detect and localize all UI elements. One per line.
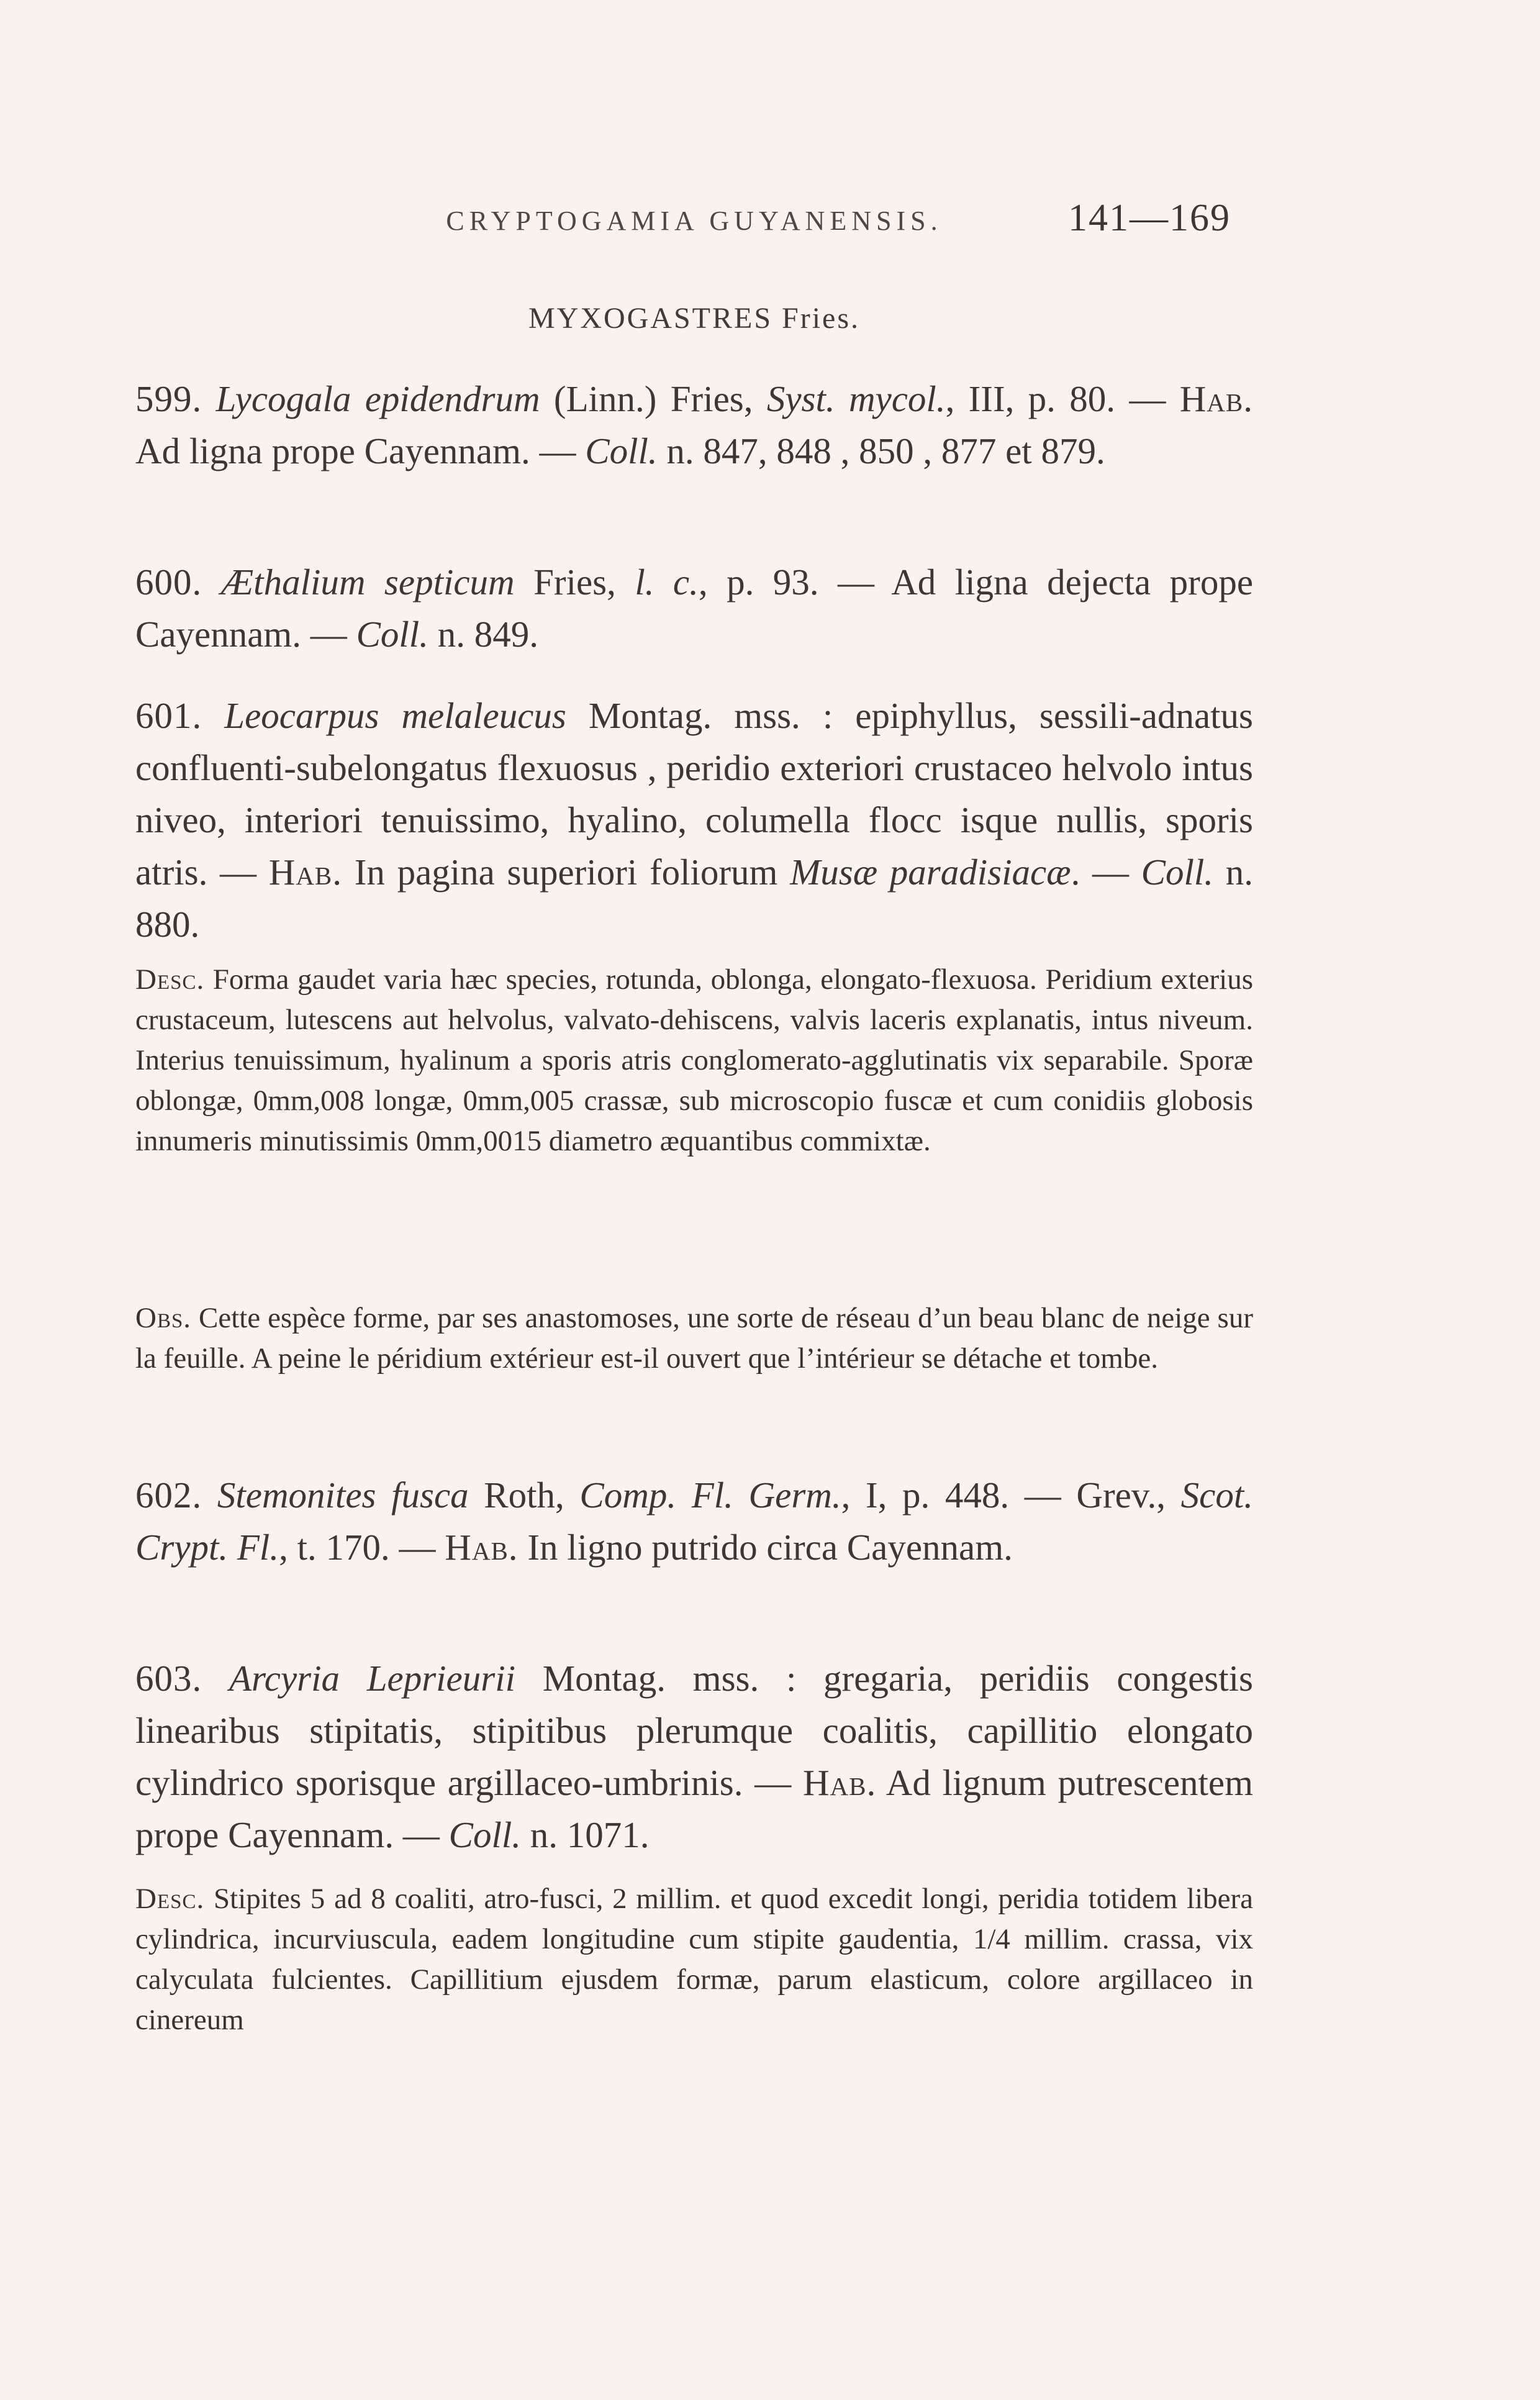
entry-600 [135, 556, 1253, 660]
entry-segment: n. 847, 848 , 850 , 877 et 879. [657, 430, 1105, 471]
entry-text [135, 556, 1253, 660]
obs-label: Obs. [135, 1302, 192, 1334]
coll-label: Coll. [356, 614, 428, 655]
entry-segment: n. 849. [428, 614, 538, 655]
reference-2: Scot. Crypt. Fl. [135, 1475, 1253, 1568]
desc-label: Desc. [135, 963, 205, 996]
entry-segment: Montag. mss. : gregaria, peridiis congestis linearibus stipitatis, stipitibus plerumque coalitis, capillitio elongato cylindrico sporisque argillaceo-umbrinis. — [135, 1658, 1253, 1803]
entry-segment: n. 880. [135, 852, 1254, 945]
entry-601 [135, 689, 1253, 950]
entry-text [135, 373, 1253, 477]
entry-segment: . — [1071, 852, 1141, 893]
entry-segment: n. 1071. [521, 1814, 650, 1855]
description-603 [135, 1879, 1253, 2040]
entry-segment: Roth, [468, 1475, 580, 1516]
hab-label: Hab. [1179, 378, 1254, 419]
entry-number: 602. [135, 1475, 202, 1516]
entry-number: 603. [135, 1658, 202, 1699]
entry-segment: Fries, [514, 561, 635, 602]
coll-label: Coll. [448, 1814, 522, 1855]
entry-segment: Ad ligna prope Cayennam. — [135, 430, 586, 471]
entry-segment: , t. 170. — [279, 1527, 445, 1568]
reference: l. c. [635, 561, 699, 602]
observation-601 [135, 1298, 1253, 1379]
entry-number: 601. [135, 695, 202, 736]
page-number: 141—169 [1068, 197, 1231, 239]
coll-label: Coll. [585, 430, 658, 471]
observation-body: Cette espèce forme, par ses anastomoses, une sorte de réseau d’un beau blanc de neige sur la feuille. A peine le péridium extérieur est-il ouvert que l’intérieur se détache et tombe. [135, 1302, 1253, 1375]
entry-602 [135, 1469, 1253, 1573]
observation-text [135, 1298, 1253, 1379]
description-text [135, 1879, 1253, 2040]
entry-segment: (Linn.) Fries, [540, 378, 767, 419]
taxon-name: Arcyria Leprieurii [229, 1658, 515, 1699]
description-601 [135, 960, 1253, 1161]
entry-text [135, 1469, 1253, 1573]
entry-number: 600. [135, 561, 202, 602]
entry-text [135, 689, 1253, 950]
entry-segment: , III, p. 80. — [945, 378, 1180, 419]
entry-segment: Montag. mss. : epiphyllus, sessili-adnatus confluenti-subelongatus flexuosus , peridio exteriori crustaceo helvolo intus niveo, interiori tenuissimo, hyalino, columella flocc isque nullis, sporis atris. — [135, 695, 1253, 893]
entry-segment: In ligno putrido circa Cayennam. [518, 1527, 1013, 1568]
description-body: Forma gaudet varia hæc species, rotunda, oblonga, elongato-flexuosa. Peridium exterius crustaceum, lutescens aut helvolus, valvato-dehiscens, valvis laceris explanatis, intus niveum. Interius tenuissimum, hyalinum a sporis atris conglomerato-agglutinatis vix separabile. Sporæ oblongæ, 0mm,008 longæ, 0mm,005 crassæ, sub microscopio fuscæ et cum conidiis globosis innumeris minutissimis 0mm,0015 diametro æquantibus commixtæ. [135, 963, 1253, 1157]
entry-segment: , p. 93. — Ad ligna dejecta prope Cayennam. — [135, 561, 1254, 655]
description-body: Stipites 5 ad 8 coaliti, atro-fusci, 2 millim. et quod excedit longi, peridia totidem libera cylindrica, incurviuscula, eadem longitudine cum stipite gaudentia, 1/4 millim. crassa, vix calyculata fulcientes. Capillitium ejusdem formæ, parum elasticum, colore argillaceo in cinereum [135, 1883, 1253, 2036]
desc-label: Desc. [135, 1883, 205, 1915]
host-name: Musæ paradisiacæ [790, 852, 1071, 893]
running-head: CRYPTOGAMIA GUYANENSIS. [446, 206, 943, 236]
taxon-name: Stemonites fusca [217, 1475, 469, 1516]
entry-603 [135, 1652, 1253, 1861]
entry-text [135, 1652, 1253, 1861]
entry-599 [135, 373, 1253, 477]
taxon-name: Lycogala epidendrum [215, 378, 540, 419]
entry-segment: , I, p. 448. — Grev., [841, 1475, 1181, 1516]
taxon-name: Leocarpus melaleucus [224, 695, 566, 736]
hab-label: Hab. [268, 852, 343, 893]
section-title: MYXOGASTRES Fries. [528, 302, 861, 335]
reference: Syst. mycol. [766, 378, 946, 419]
description-text [135, 960, 1253, 1161]
coll-label: Coll. [1141, 852, 1214, 893]
reference: Comp. Fl. Germ. [579, 1475, 841, 1516]
entry-number: 599. [135, 378, 202, 419]
hab-label: Hab. [445, 1527, 519, 1568]
entry-segment: In pagina superiori foliorum [342, 852, 790, 893]
taxon-name: Æthalium septicum [220, 561, 515, 602]
entry-segment: Ad lignum putrescentem prope Cayennam. — [135, 1762, 1253, 1855]
hab-label: Hab. [802, 1762, 877, 1803]
